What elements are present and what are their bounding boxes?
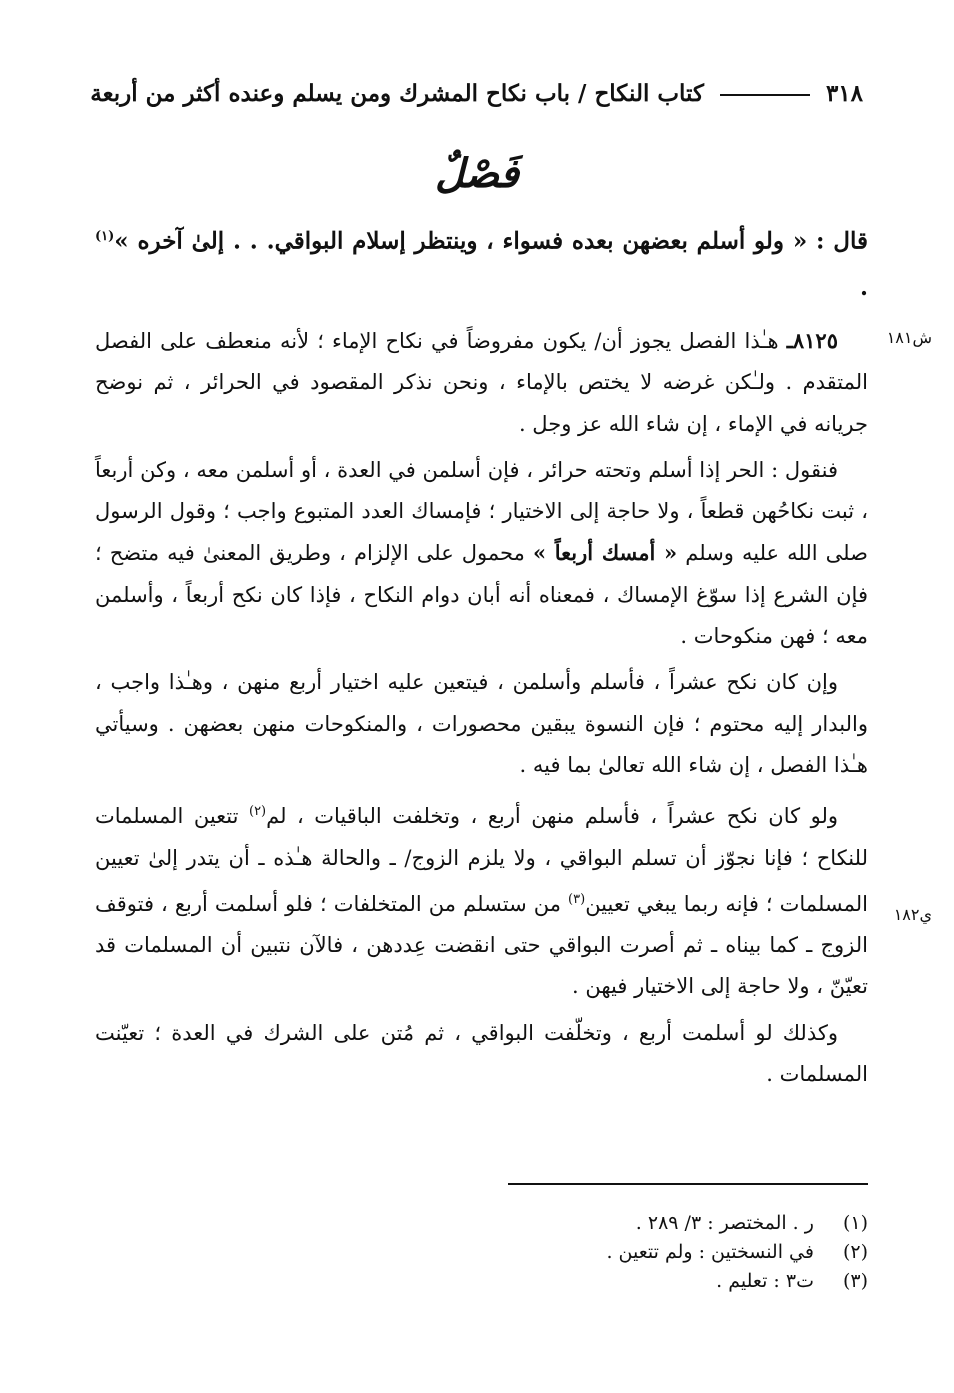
paragraph-4-text-c: من ستسلم من المتخلفات ؛ فلو أسلمت أربع ، فتوقف الزوج ـ كما بيناه ـ ثم أصرت البواقي حتى انقضت عِددهن ، فالآن نتبين أن المسلمات قد تعيّنّ ، ولا حاجة إلى الاختيار فيهن . xyxy=(95,891,868,999)
header-title: كتاب النكاح / باب نكاح المشرك ومن يسلم وعنده أكثر من أربعة xyxy=(90,80,704,107)
footnote-item xyxy=(95,1238,868,1267)
footnote-text: في النسختين : ولم تتعين . xyxy=(606,1241,814,1263)
header-rule xyxy=(720,94,810,96)
paragraph-3: وإن كان نكح عشراً ، فأسلم وأسلمن ، فيتعين عليه اختيار أربع منهن ، وهـٰذا واجب ، والبدار إليه محتوم ؛ فإن النسوة يبقين محصورات ، والمنكوحات منهن بعضهن . وسيأتي هـٰذا الفصل ، إن شاء الله تعالىٰ بما فيه . xyxy=(95,670,868,777)
section-heading: فَصْلٌ xyxy=(434,150,520,197)
paragraph-4-text-b: تتعين المسلمات للنكاح ؛ فإنا نجوّز أن تسلم البواقي ، ولا يلزم الزوج/ ـ والحالة هـٰذه ـ أن يتدر إلىٰ تعيين المسلمات ؛ فإنه ربما يبغي تعيين xyxy=(95,804,869,916)
footnote-text: ت٣ : تعليم . xyxy=(716,1270,814,1292)
page-number: ٣١٨ xyxy=(825,80,863,107)
footnote-ref-1: (١) xyxy=(95,229,115,244)
running-header xyxy=(90,80,863,107)
paragraph-2-text-a: فنقول : الحر إذا أسلم وتحته حرائر ، فإن أسلمن في العدة ، أو أسلمن معه ، وكن أربعاً ، ثبت نكاحُهن قطعاً ، ولا حاجة إلى الاختيار ؛ فإمساك العدد المتبوع واجب ؛ وقول الرسول صلى الله عليه وسلم xyxy=(95,457,868,566)
margin-note-sh181: ش١٨١ xyxy=(886,328,932,347)
quoted-statement xyxy=(95,214,868,311)
paragraph-1-text: هـٰذا الفصل يجوز أن/ يكون مفروضاً في نكاح الإماء ؛ لأنه منعطف على الفصل المتقدم . ولـٰكن غرضه لا يختص بالإماء ، ونحن نذكر المقصود في الحرائر ، ثم نوضح جريانه في الإماء ، إن شاء الله عز وجل . xyxy=(95,329,868,436)
paragraph-2-text-b: محمول على الإلزام ، وطريق المعنىٰ فيه متضح ؛ فإن الشرع إذا سوّغ الإمساك ، فمعناه أنه أبان دوام النكاح ، فإذا كان نكح أربعاً ، وأسلمن معه ؛ فهن منكوحات . xyxy=(95,541,868,649)
footnote-number: (٣) xyxy=(842,1270,868,1292)
paragraph-5: وكذلك لو أسلمت أربع ، وتخلّفت البواقي ، ثم مُتن على الشرك في العدة ؛ تعيّنت المسلمات . xyxy=(95,1020,868,1087)
footnote-number: (١) xyxy=(842,1212,868,1234)
footnote-ref-2: (٢) xyxy=(248,804,267,820)
footnote-ref-3: (٣) xyxy=(568,891,586,907)
paragraph-2 xyxy=(95,450,868,657)
footnote-separator xyxy=(508,1183,868,1185)
footnote-item xyxy=(95,1209,868,1238)
footnote-number: (٢) xyxy=(842,1241,868,1263)
hadith-quote: « أمسك أربعاً » xyxy=(532,540,678,566)
paragraph-number: ٨١٢٥ـ xyxy=(786,328,838,353)
margin-note-y182: ي١٨٢ xyxy=(893,905,932,924)
paragraph-1 xyxy=(95,320,868,445)
footnote-text: ر . المختصر : ٣/ ٢٨٩ . xyxy=(635,1212,814,1234)
footnotes xyxy=(95,1209,868,1296)
footnote-item xyxy=(95,1267,868,1296)
quoted-statement-end: . xyxy=(859,273,868,301)
main-text xyxy=(95,320,868,1100)
quoted-statement-text: قال : « ولو أسلم بعضهن بعده فسواء ، وينتظر إسلام البواقي. . . إلىٰ آخره » xyxy=(114,227,868,255)
paragraph-4-text-a: ولو كان نكح عشراً ، فأسلم منهن أربع ، وتخلفت الباقيات ، لم xyxy=(266,804,838,829)
paragraph-4 xyxy=(95,791,868,1007)
